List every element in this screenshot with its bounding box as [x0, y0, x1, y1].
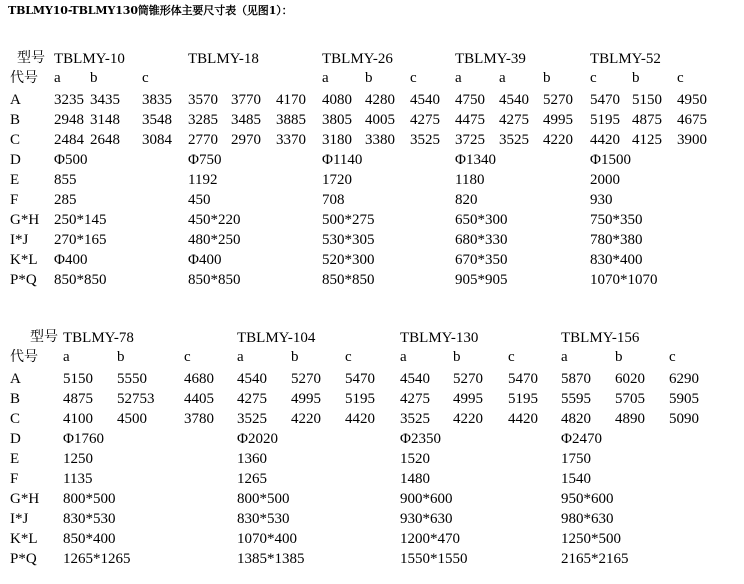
- table-cell: 680*330: [455, 232, 508, 248]
- table-cell: 5150: [632, 92, 662, 108]
- table-cell: 3525: [400, 411, 430, 427]
- table-cell: 450: [188, 192, 211, 208]
- table-cell: 2948: [54, 112, 84, 128]
- table-cell: 5270: [543, 92, 573, 108]
- table-cell: 2000: [590, 172, 620, 188]
- table-cell: 4680: [184, 371, 214, 387]
- table-cell: 5270: [453, 371, 483, 387]
- table-cell: 850*850: [188, 272, 241, 288]
- table-cell: 3525: [237, 411, 267, 427]
- row-code: F: [10, 192, 19, 208]
- row-code: E: [10, 172, 20, 188]
- table-cell: 3485: [231, 112, 261, 128]
- table-cell: Φ1140: [322, 152, 363, 168]
- table-cell: 1520: [400, 451, 430, 467]
- column-label: b: [632, 70, 640, 86]
- table-cell: 5470: [508, 371, 538, 387]
- table-cell: 830*530: [237, 511, 290, 527]
- page-title: TBLMY10-TBLMY130筒锥形体主要尺寸表（见图1）：: [8, 4, 293, 17]
- column-label: a: [499, 70, 506, 86]
- table-cell: 4995: [453, 391, 483, 407]
- code-label: 代号: [10, 349, 38, 365]
- table-cell: 4750: [455, 92, 485, 108]
- table-cell: 5905: [669, 391, 699, 407]
- table-cell: 1200*470: [400, 531, 460, 547]
- row-code: E: [10, 451, 20, 467]
- column-label: c: [590, 70, 597, 86]
- table-cell: 530*305: [322, 232, 375, 248]
- row-code: I*J: [10, 511, 29, 527]
- table-cell: 670*350: [455, 252, 508, 268]
- model-name: TBLMY-78: [63, 330, 134, 346]
- table-cell: 5550: [117, 371, 147, 387]
- model-name: TBLMY-52: [590, 51, 661, 67]
- table-cell: 4820: [561, 411, 591, 427]
- table-cell: 750*350: [590, 212, 643, 228]
- table-cell: 4005: [365, 112, 395, 128]
- table-cell: 3780: [184, 411, 214, 427]
- table-cell: 930*630: [400, 511, 453, 527]
- table-cell: 3180: [322, 132, 352, 148]
- table-cell: 52753: [117, 391, 155, 407]
- row-code: B: [10, 112, 21, 128]
- table-cell: 3084: [142, 132, 172, 148]
- table-cell: 4220: [291, 411, 321, 427]
- column-label: a: [54, 70, 61, 86]
- table-cell: 4405: [184, 391, 214, 407]
- table-cell: 285: [54, 192, 77, 208]
- table-cell: 3725: [455, 132, 485, 148]
- table-cell: 2484: [54, 132, 84, 148]
- table-cell: 5195: [590, 112, 620, 128]
- table-cell: 2970: [231, 132, 261, 148]
- table-cell: 1180: [455, 172, 485, 188]
- table-cell: 4275: [410, 112, 440, 128]
- table-cell: 3148: [90, 112, 120, 128]
- column-label: c: [669, 349, 676, 365]
- row-code: I*J: [10, 232, 29, 248]
- table-cell: 800*500: [63, 491, 116, 507]
- table-cell: Φ500: [54, 152, 88, 168]
- row-code: F: [10, 471, 19, 487]
- row-code: P*Q: [10, 272, 37, 288]
- table-cell: 4420: [508, 411, 538, 427]
- table-cell: 650*300: [455, 212, 508, 228]
- model-name: TBLMY-10: [54, 51, 125, 67]
- table-cell: Φ1760: [63, 431, 104, 447]
- table-cell: 5470: [590, 92, 620, 108]
- table-cell: 4675: [677, 112, 707, 128]
- row-code: A: [10, 371, 21, 387]
- table-cell: 6290: [669, 371, 699, 387]
- table-cell: 830*400: [590, 252, 643, 268]
- row-code: C: [10, 132, 21, 148]
- table-cell: 3435: [90, 92, 120, 108]
- table-cell: 4475: [455, 112, 485, 128]
- table-cell: 4540: [237, 371, 267, 387]
- column-label: b: [365, 70, 373, 86]
- table-cell: 3380: [365, 132, 395, 148]
- table-cell: 4890: [615, 411, 645, 427]
- column-label: b: [90, 70, 98, 86]
- table-cell: 1070*1070: [590, 272, 658, 288]
- row-code: P*Q: [10, 551, 37, 567]
- table-cell: 4100: [63, 411, 93, 427]
- table-cell: 4280: [365, 92, 395, 108]
- column-label: b: [453, 349, 461, 365]
- table-cell: Φ400: [188, 252, 222, 268]
- table-cell: 1135: [63, 471, 93, 487]
- model-name: TBLMY-130: [400, 330, 479, 346]
- table-cell: 4540: [410, 92, 440, 108]
- table-cell: 830*530: [63, 511, 116, 527]
- table-cell: 4275: [400, 391, 430, 407]
- table-cell: 3900: [677, 132, 707, 148]
- table-cell: 4875: [632, 112, 662, 128]
- column-label: a: [400, 349, 407, 365]
- table-cell: 520*300: [322, 252, 375, 268]
- row-code: B: [10, 391, 21, 407]
- table-cell: 1070*400: [237, 531, 297, 547]
- table-cell: 2648: [90, 132, 120, 148]
- table-cell: 4125: [632, 132, 662, 148]
- type-label: 型号: [17, 50, 45, 66]
- table-cell: 850*850: [54, 272, 107, 288]
- table-cell: 4540: [499, 92, 529, 108]
- table-cell: Φ1500: [590, 152, 631, 168]
- table-cell: 4220: [543, 132, 573, 148]
- column-label: a: [63, 349, 70, 365]
- table-cell: 480*250: [188, 232, 241, 248]
- model-name: TBLMY-26: [322, 51, 393, 67]
- table-cell: Φ400: [54, 252, 88, 268]
- table-cell: 4275: [499, 112, 529, 128]
- column-label: c: [410, 70, 417, 86]
- table-cell: 5090: [669, 411, 699, 427]
- table-cell: 3525: [499, 132, 529, 148]
- table-cell: 980*630: [561, 511, 614, 527]
- table-cell: 1250*500: [561, 531, 621, 547]
- column-label: c: [184, 349, 191, 365]
- column-label: a: [455, 70, 462, 86]
- table-cell: 4080: [322, 92, 352, 108]
- table-cell: 1550*1550: [400, 551, 468, 567]
- table-cell: 5195: [345, 391, 375, 407]
- row-code: K*L: [10, 252, 38, 268]
- table-cell: 1720: [322, 172, 352, 188]
- table-cell: 250*145: [54, 212, 107, 228]
- table-cell: Φ1340: [455, 152, 496, 168]
- table-cell: 900*600: [400, 491, 453, 507]
- table-cell: 3285: [188, 112, 218, 128]
- column-label: b: [291, 349, 299, 365]
- table-cell: 3570: [188, 92, 218, 108]
- table-cell: 500*275: [322, 212, 375, 228]
- table-cell: 2770: [188, 132, 218, 148]
- table-cell: 4540: [400, 371, 430, 387]
- table-cell: 905*905: [455, 272, 508, 288]
- table-cell: 950*600: [561, 491, 614, 507]
- table-cell: 1265: [237, 471, 267, 487]
- table-cell: 5705: [615, 391, 645, 407]
- type-label: 型号: [30, 329, 58, 345]
- table-cell: 450*220: [188, 212, 241, 228]
- table-cell: 4950: [677, 92, 707, 108]
- table-cell: 1250: [63, 451, 93, 467]
- table-cell: 5150: [63, 371, 93, 387]
- table-cell: 708: [322, 192, 345, 208]
- column-label: a: [237, 349, 244, 365]
- row-code: G*H: [10, 491, 40, 507]
- column-label: c: [345, 349, 352, 365]
- table-cell: 3770: [231, 92, 261, 108]
- table-cell: 1385*1385: [237, 551, 305, 567]
- table-cell: 800*500: [237, 491, 290, 507]
- row-code: A: [10, 92, 21, 108]
- table-cell: Φ2470: [561, 431, 602, 447]
- table-cell: 3805: [322, 112, 352, 128]
- model-name: TBLMY-156: [561, 330, 640, 346]
- column-label: b: [117, 349, 125, 365]
- table-cell: Φ2350: [400, 431, 441, 447]
- column-label: c: [677, 70, 684, 86]
- table-cell: 780*380: [590, 232, 643, 248]
- table-cell: 1192: [188, 172, 218, 188]
- table-cell: 4995: [291, 391, 321, 407]
- table-cell: 1265*1265: [63, 551, 131, 567]
- column-label: b: [615, 349, 623, 365]
- table-cell: 3525: [410, 132, 440, 148]
- column-label: c: [142, 70, 149, 86]
- table-cell: 6020: [615, 371, 645, 387]
- row-code: G*H: [10, 212, 40, 228]
- row-code: D: [10, 152, 21, 168]
- table-cell: 1750: [561, 451, 591, 467]
- table-cell: 4420: [590, 132, 620, 148]
- table-cell: 3885: [276, 112, 306, 128]
- model-name: TBLMY-104: [237, 330, 316, 346]
- table-cell: 1360: [237, 451, 267, 467]
- code-label: 代号: [10, 70, 38, 86]
- table-cell: 4170: [276, 92, 306, 108]
- row-code: D: [10, 431, 21, 447]
- table-cell: 4220: [453, 411, 483, 427]
- row-code: C: [10, 411, 21, 427]
- column-label: a: [322, 70, 329, 86]
- table-cell: 3235: [54, 92, 84, 108]
- table-cell: 850*400: [63, 531, 116, 547]
- table-cell: 4275: [237, 391, 267, 407]
- table-cell: 1480: [400, 471, 430, 487]
- table-cell: 855: [54, 172, 77, 188]
- table-cell: Φ2020: [237, 431, 278, 447]
- table-cell: 2165*2165: [561, 551, 629, 567]
- table-cell: 3548: [142, 112, 172, 128]
- model-name: TBLMY-18: [188, 51, 259, 67]
- table-cell: 5470: [345, 371, 375, 387]
- row-code: K*L: [10, 531, 38, 547]
- table-cell: 4420: [345, 411, 375, 427]
- table-cell: 270*165: [54, 232, 107, 248]
- table-cell: Φ750: [188, 152, 222, 168]
- table-cell: 850*850: [322, 272, 375, 288]
- table-cell: 4875: [63, 391, 93, 407]
- table-cell: 930: [590, 192, 613, 208]
- table-cell: 1540: [561, 471, 591, 487]
- column-label: c: [508, 349, 515, 365]
- column-label: a: [561, 349, 568, 365]
- table-cell: 4500: [117, 411, 147, 427]
- table-cell: 5870: [561, 371, 591, 387]
- table-cell: 820: [455, 192, 478, 208]
- table-cell: 5195: [508, 391, 538, 407]
- table-cell: 4995: [543, 112, 573, 128]
- table-cell: 3370: [276, 132, 306, 148]
- model-name: TBLMY-39: [455, 51, 526, 67]
- table-cell: 5270: [291, 371, 321, 387]
- table-cell: 3835: [142, 92, 172, 108]
- column-label: b: [543, 70, 551, 86]
- table-cell: 5595: [561, 391, 591, 407]
